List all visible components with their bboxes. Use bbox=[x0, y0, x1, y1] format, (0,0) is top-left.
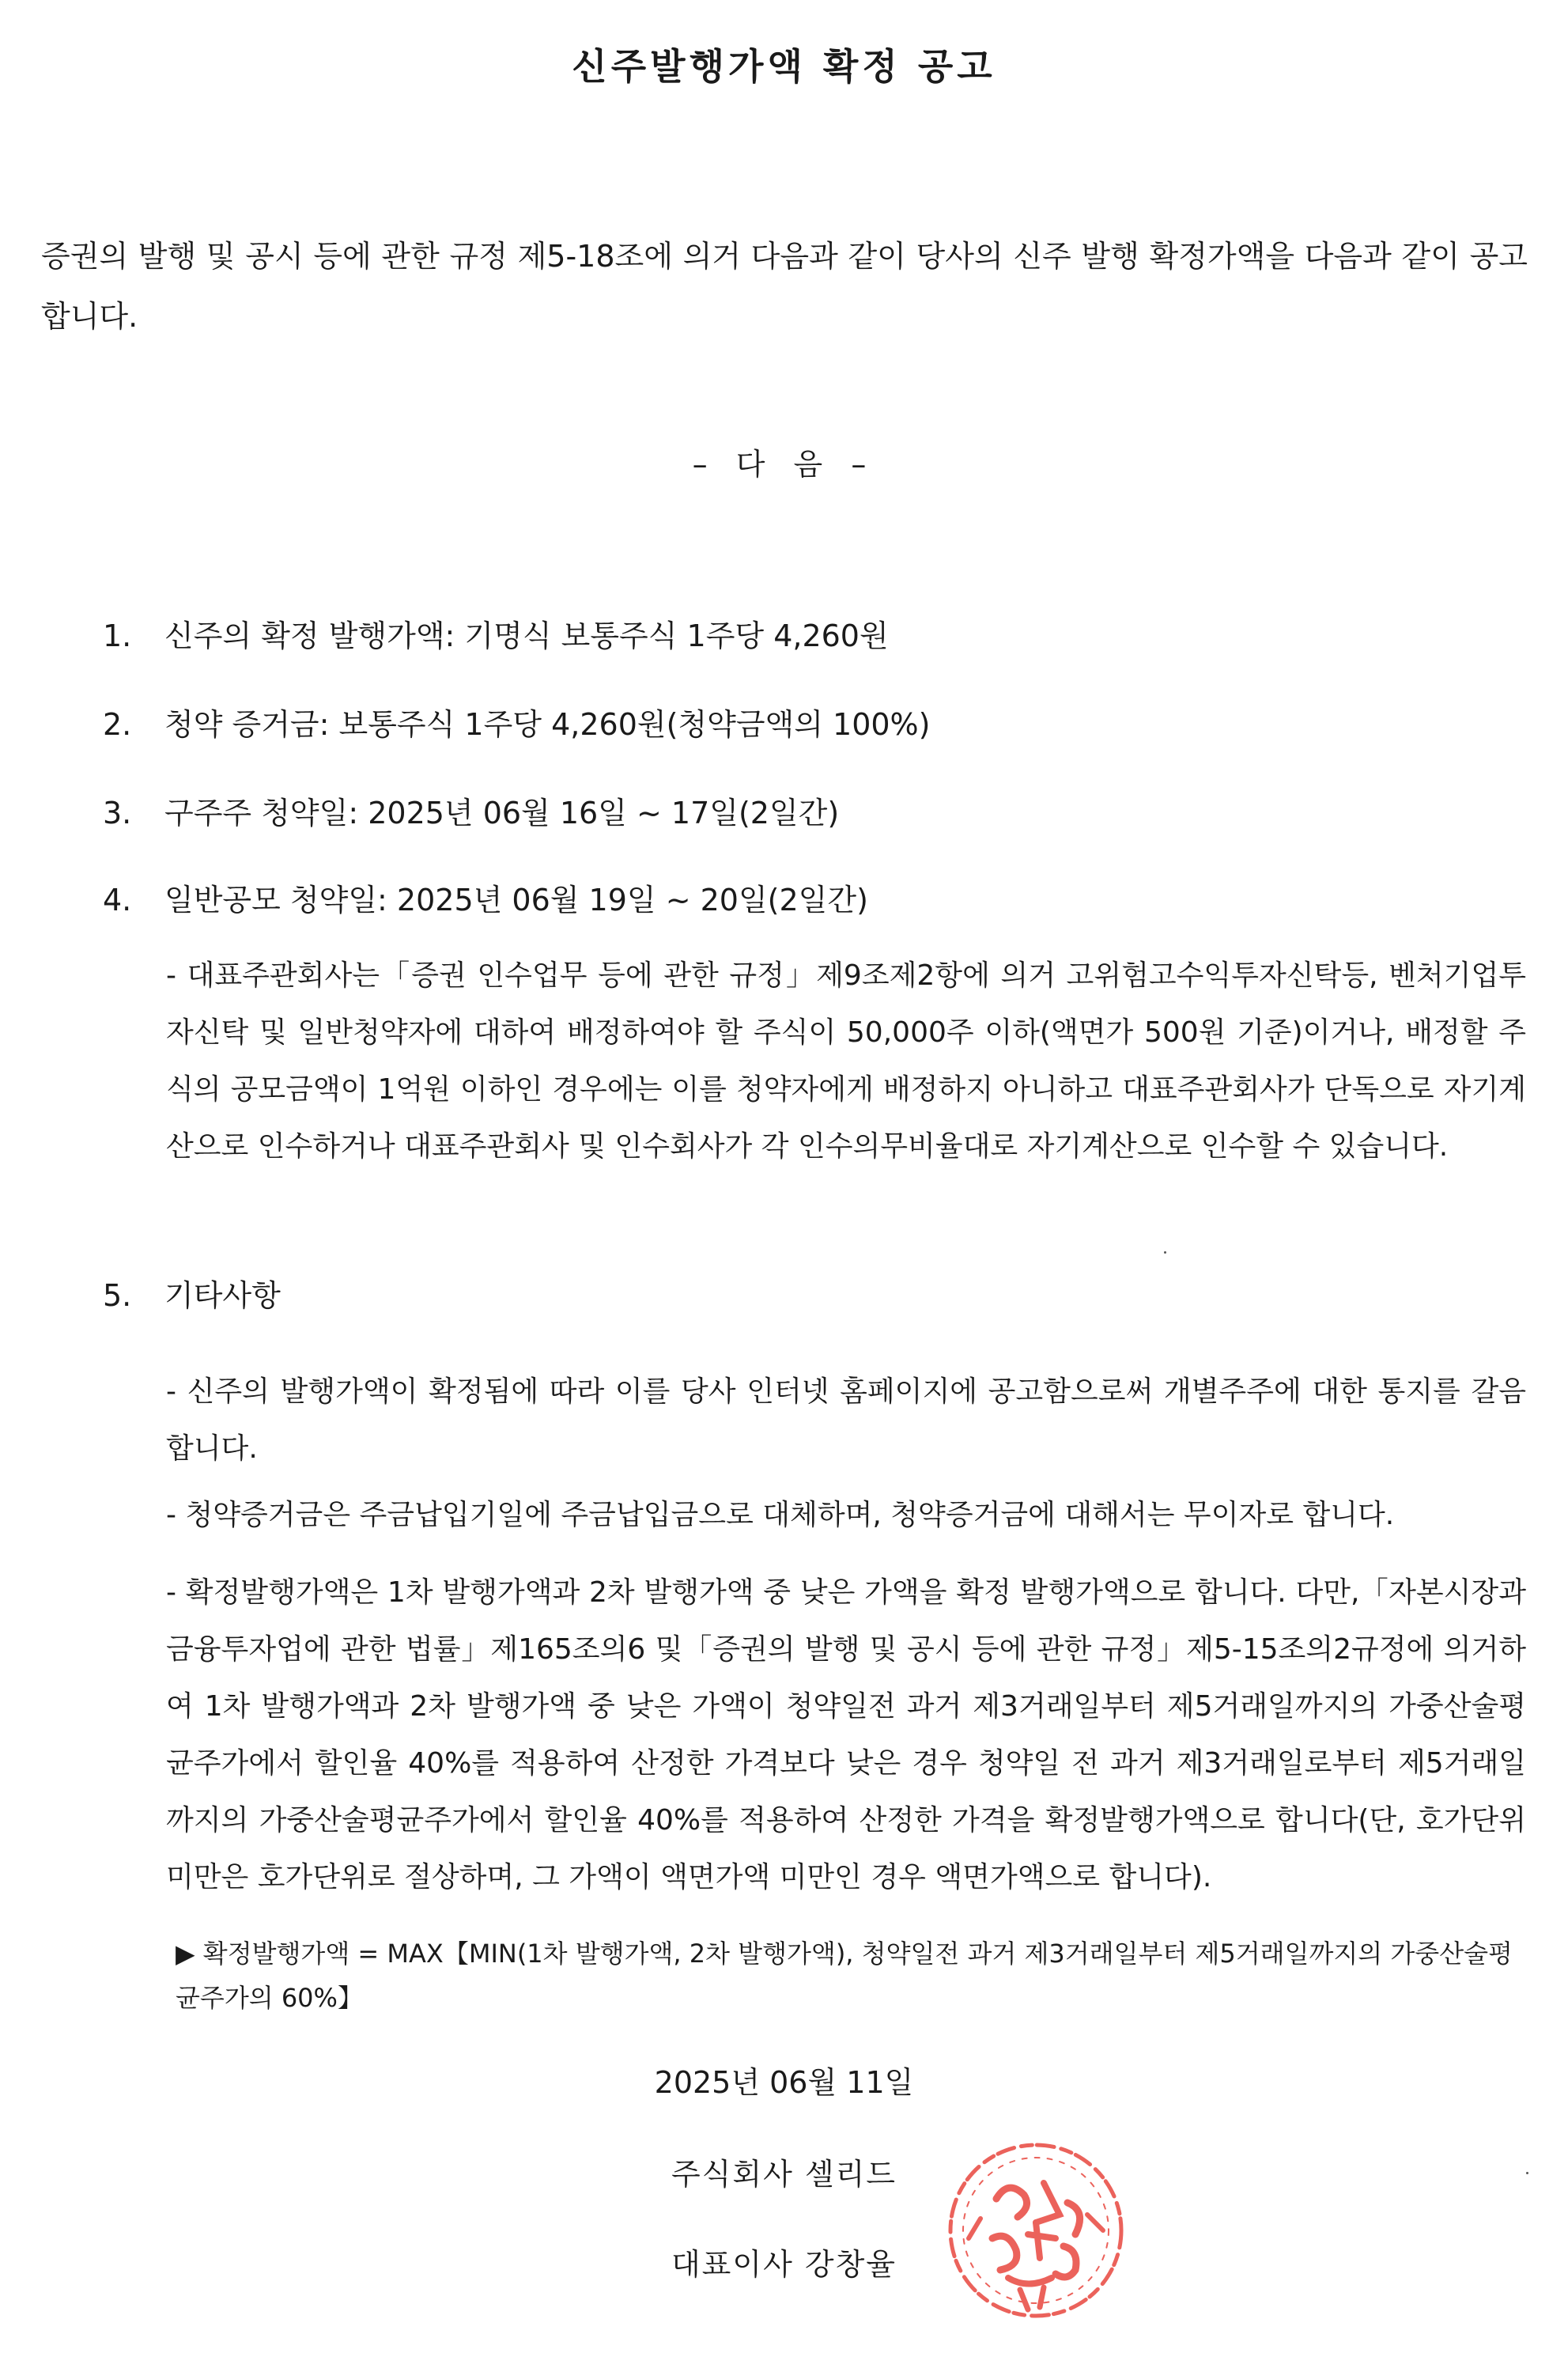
item-text: 일반공모 청약일: 2025년 06월 19일 ~ 20일(2일간) bbox=[164, 883, 868, 917]
notice-date: 2025년 06월 11일 bbox=[654, 2065, 914, 2100]
intro-paragraph: 증권의 발행 및 공시 등에 관한 규정 제5-18조에 의거 다음과 같이 당사의 신주 발행 확정가액을 다음과 같이 공고합니다. bbox=[41, 239, 1528, 334]
scan-speck bbox=[1526, 2172, 1528, 2174]
item5-note: - 신주의 발행가액이 확정됨에 따라 이를 당사 인터넷 홈페이지에 공고함으로써 개별주주에 대한 통지를 갈음합니다. bbox=[166, 1375, 1526, 1465]
list-item bbox=[103, 702, 931, 747]
item5-note: - 확정발행가액은 1차 발행가액과 2차 발행가액 중 낮은 가액을 확정 발행가액으로 합니다. 다만,「자본시장과 금융투자업에 관한 법률」제165조의6 및「증권의 발행 및 공시 등에 관한 규정」제5-15조의2규정에 의거하여 1차 발행가액과 2차 발행가액 중 낮은 가액이 청약일전 과거 제3거래일부터 제5거래일까지의 가중산술평균주가에서 할인율 40%를 적용하여 산정한 가격보다 낮은 경우 청약일 전 과거 제3거래일로부터 제5거래일까지의 가중산술평균주가에서 할인율 40%를 적용하여 산정한 가격을 확정발행가액으로 합니다(단, 호가단위 미만은 호가단위로 절상하며, 그 가액이 액면가액 미만인 경우 액면가액으로 합니다). bbox=[166, 1576, 1526, 1893]
item-number: 2. bbox=[103, 707, 132, 742]
item-number: 1. bbox=[103, 619, 132, 653]
item5-note: - 청약증거금은 주금납입기일에 주금납입금으로 대체하며, 청약증거금에 대해서는 무이자로 합니다. bbox=[166, 1499, 1395, 1531]
item-number: 4. bbox=[103, 883, 132, 917]
scan-speck bbox=[1164, 1251, 1166, 1254]
item-number: 3. bbox=[103, 796, 132, 830]
company-seal-icon bbox=[933, 2128, 1139, 2333]
item-text: 기타사항 bbox=[164, 1278, 281, 1313]
item-text: 청약 증거금: 보통주식 1주당 4,260원(청약금액의 100%) bbox=[164, 707, 931, 742]
item4-note: - 대표주관회사는「증권 인수업무 등에 관한 규정」제9조제2항에 의거 고위험고수익투자신탁등, 벤처기업투자신탁 및 일반청약자에 대하여 배정하여야 할 주식이 50,000주 이하(액면가 500원 기준)이거나, 배정할 주식의 공모금액이 1억원 이하인 경우에는 이를 청약자에게 배정하지 아니하고 대표주관회사가 단독으로 자기계산으로 인수하거나 대표주관회사 및 인수회사가 각 인수의무비율대로 자기계산으로 인수할 수 있습니다. bbox=[166, 959, 1526, 1163]
list-item bbox=[103, 878, 868, 922]
item-text: 구주주 청약일: 2025년 06월 16일 ~ 17일(2일간) bbox=[164, 796, 840, 830]
list-item bbox=[103, 791, 839, 835]
list-item bbox=[103, 1273, 281, 1318]
formula-note: ▶ 확정발행가액 = MAX【MIN(1차 발행가액, 2차 발행가액), 청약일전 과거 제3거래일부터 제5거래일까지의 가중산술평균주가의 60%】 bbox=[176, 1939, 1513, 2013]
company-name: 주식회사 셀리드 bbox=[671, 2157, 897, 2192]
section-heading: – 다 음 – bbox=[692, 447, 876, 482]
item-text: 신주의 확정 발행가액: 기명식 보통주식 1주당 4,260원 bbox=[164, 619, 889, 653]
ceo-name: 대표이사 강창율 bbox=[671, 2247, 897, 2282]
page-title: 신주발행가액 확정 공고 bbox=[572, 45, 996, 88]
item-number: 5. bbox=[103, 1278, 132, 1313]
list-item bbox=[103, 614, 889, 658]
